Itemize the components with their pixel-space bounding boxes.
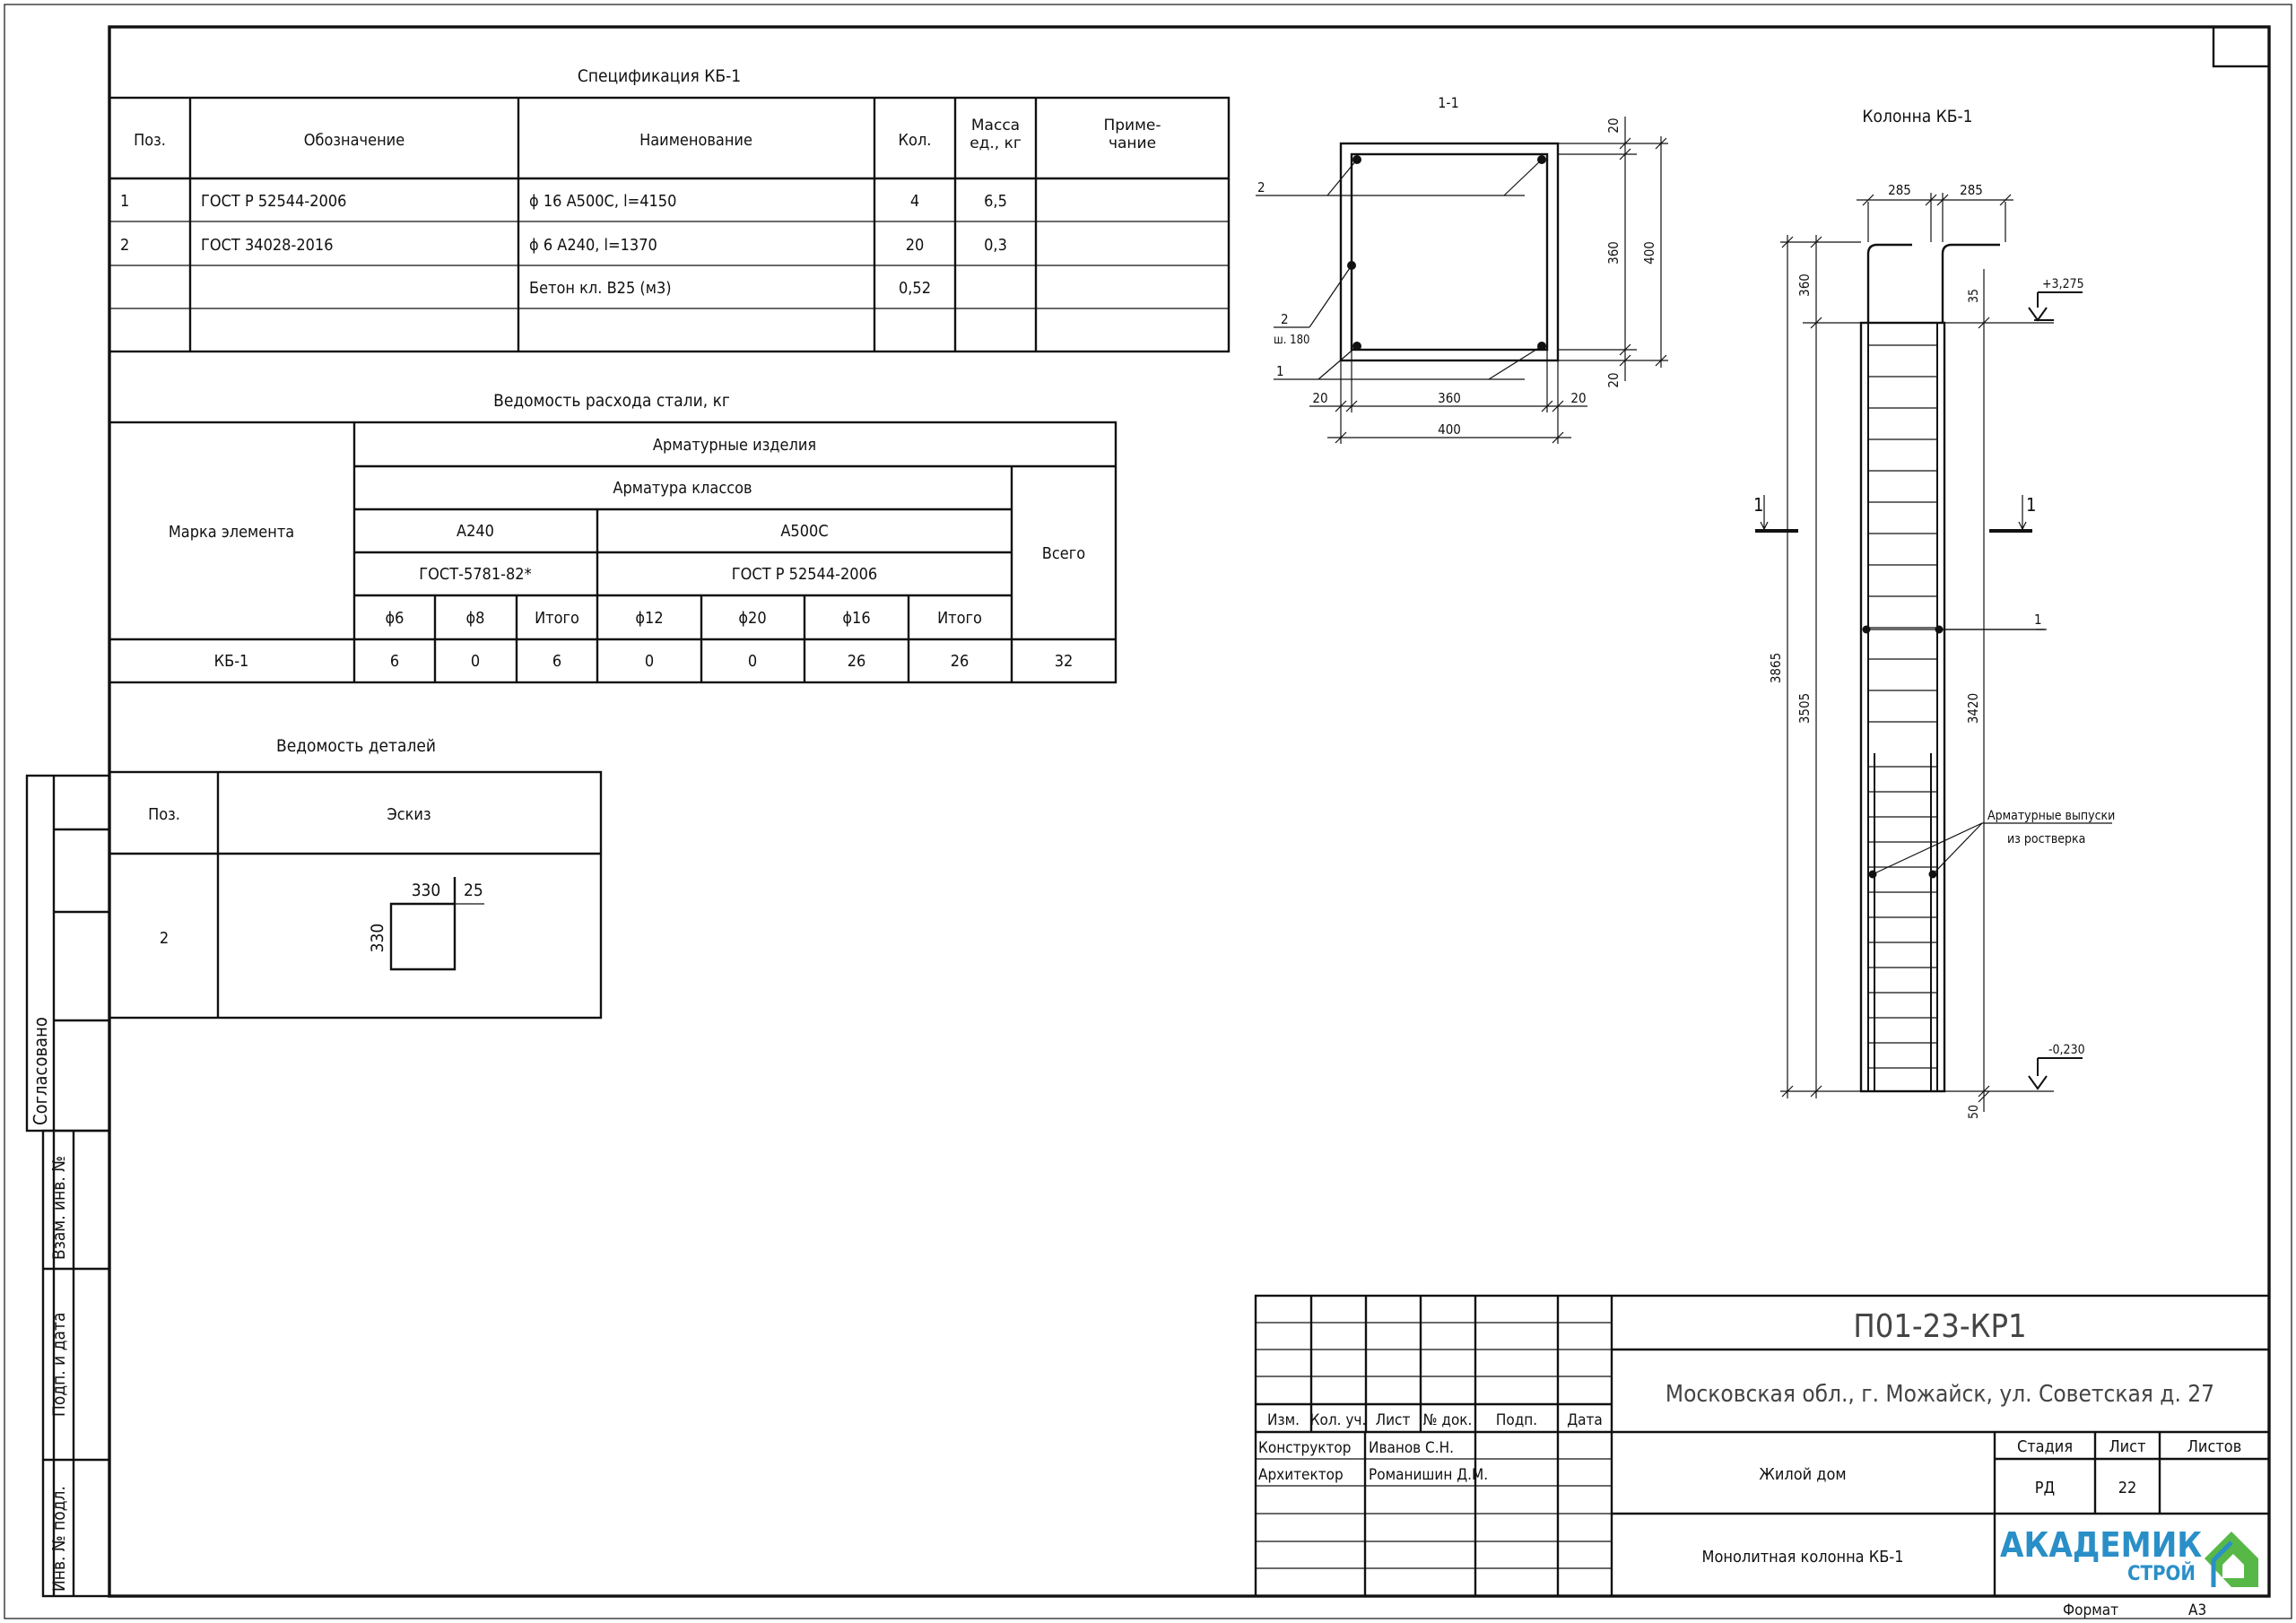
spec-r1-qty: 4 bbox=[909, 192, 920, 211]
format-label: Формат bbox=[2063, 1601, 2119, 1619]
steel-row-v7: 26 bbox=[950, 652, 970, 671]
spec-r1-name: ϕ 16 А500С, l=4150 bbox=[529, 192, 677, 211]
steel-h-class: Арматура классов bbox=[613, 479, 752, 498]
sec-callout-1: 1 bbox=[1276, 363, 1284, 379]
steel-col-3: ϕ12 bbox=[635, 609, 664, 628]
section-outline bbox=[1341, 143, 1558, 360]
stamp-col-ndoc: № док. bbox=[1422, 1411, 1473, 1429]
steel-h-gost500: ГОСТ Р 52544-2006 bbox=[731, 565, 878, 584]
steel-col-4: ϕ20 bbox=[738, 609, 767, 628]
page-border bbox=[4, 4, 2292, 1619]
spec-r3-qty: 0,52 bbox=[898, 279, 932, 298]
col-dim-h35: 35 bbox=[1967, 288, 1981, 304]
cut-mark-left: 1 bbox=[1753, 494, 1764, 516]
col-dim-h3865: 3865 bbox=[1768, 652, 1784, 684]
details-h-sketch: Эскиз bbox=[387, 805, 431, 824]
details-title: Ведомость деталей bbox=[275, 736, 437, 756]
sec-callout-2b: 2 bbox=[1281, 311, 1289, 327]
spec-r1-oboz: ГОСТ Р 52544-2006 bbox=[201, 192, 347, 211]
steel-h-a240: А240 bbox=[457, 522, 494, 541]
stamp-sheets-label: Листов bbox=[2187, 1437, 2242, 1456]
cut-mark-right: 1 bbox=[2026, 494, 2037, 516]
sec-dim-bot20: 20 bbox=[1605, 372, 1622, 388]
col-note-line2: из ростверка bbox=[2007, 832, 2086, 846]
stamp-name-2: Романишин Д.М. bbox=[1369, 1466, 1489, 1484]
spec-h-name: Наименование bbox=[639, 131, 752, 150]
details-dim-side: 330 bbox=[368, 923, 387, 953]
steel-title: Ведомость расхода стали, кг bbox=[493, 391, 730, 411]
sec-callout-2a: 2 bbox=[1257, 179, 1265, 195]
spec-h-mass: Масса ед., кг bbox=[970, 117, 1022, 152]
stamp-col-kolych: Кол. уч. bbox=[1309, 1411, 1367, 1429]
side-vzam-label: Взам. инв. № bbox=[49, 1155, 69, 1260]
steel-col-0: ϕ6 bbox=[385, 609, 404, 628]
stamp-address: Московская обл., г. Можайск, ул. Советская д. 27 bbox=[1665, 1381, 2215, 1408]
details-dim-top: 330 bbox=[411, 881, 441, 900]
sec-dim-w360: 360 bbox=[1438, 390, 1461, 406]
stamp-sheet: 22 bbox=[2118, 1479, 2137, 1497]
title-block bbox=[1256, 1296, 2269, 1619]
steel-h-group: Арматурные изделия bbox=[652, 436, 817, 455]
column-title: Колонна КБ-1 bbox=[1862, 107, 1973, 126]
steel-table bbox=[109, 391, 1116, 682]
spec-r1-mass: 6,5 bbox=[984, 192, 1007, 211]
steel-col-6: Итого bbox=[937, 609, 982, 628]
steel-h-gost240: ГОСТ-5781-82* bbox=[419, 565, 532, 584]
steel-row-v6: 26 bbox=[847, 652, 866, 671]
spec-h-pos: Поз. bbox=[134, 131, 166, 150]
sec-dim-w400: 400 bbox=[1438, 421, 1461, 438]
col-callout-1: 1 bbox=[2034, 612, 2042, 628]
sec-dim-left20: 20 bbox=[1312, 390, 1328, 406]
stamp-name-1: Иванов С.Н. bbox=[1369, 1439, 1454, 1457]
stamp-sheet-label: Лист bbox=[2109, 1437, 2146, 1456]
side-inv-label: Инв. № подл. bbox=[49, 1486, 69, 1592]
steel-row-v2: 0 bbox=[470, 652, 481, 671]
side-stamp bbox=[27, 776, 109, 1596]
steel-col-1: ϕ8 bbox=[465, 609, 485, 628]
corner-box bbox=[2213, 27, 2269, 66]
side-podp-label: Подп. и дата bbox=[49, 1312, 69, 1417]
stamp-sheet-title: Монолитная колонна КБ-1 bbox=[1701, 1548, 1904, 1567]
details-h-pos: Поз. bbox=[148, 805, 180, 824]
steel-row-v5: 0 bbox=[747, 652, 758, 671]
stamp-stage: РД bbox=[2034, 1479, 2056, 1497]
stamp-col-izm: Изм. bbox=[1267, 1411, 1300, 1429]
details-dim-hook: 25 bbox=[464, 881, 483, 900]
col-dim-w285b: 285 bbox=[1960, 182, 1983, 198]
stamp-role-1: Конструктор bbox=[1258, 1439, 1352, 1457]
side-agreed-label: Согласовано bbox=[30, 1017, 51, 1125]
col-dim-h3505: 3505 bbox=[1796, 692, 1813, 725]
steel-row-v1: 6 bbox=[389, 652, 400, 671]
spec-r2-qty: 20 bbox=[905, 236, 925, 255]
stamp-code: П01-23-КР1 bbox=[1853, 1308, 2027, 1345]
stamp-col-date: Дата bbox=[1567, 1411, 1603, 1429]
format-value: А3 bbox=[2188, 1601, 2207, 1619]
sec-callout-step: ш. 180 bbox=[1274, 334, 1310, 347]
stamp-stage-label: Стадия bbox=[2016, 1437, 2074, 1456]
steel-row-mark: КБ-1 bbox=[213, 652, 249, 671]
col-dim-h3420: 3420 bbox=[1965, 692, 1981, 725]
company-logo bbox=[2000, 1525, 2258, 1587]
spec-title: Спецификация КБ-1 bbox=[577, 66, 742, 86]
col-dim-w285a: 285 bbox=[1888, 182, 1911, 198]
spec-h-oboz: Обозначение bbox=[303, 131, 405, 150]
logo-sub-text: СТРОЙ bbox=[2127, 1563, 2196, 1585]
stamp-building: Жилой дом bbox=[1759, 1465, 1847, 1484]
column-elevation bbox=[1753, 107, 2115, 1119]
elev-top: +3,275 bbox=[2042, 277, 2084, 291]
sec-dim-h400: 400 bbox=[1641, 241, 1657, 265]
logo-main-text: АКАДЕМИК bbox=[2000, 1525, 2203, 1565]
details-pos: 2 bbox=[159, 929, 170, 948]
spec-h-note: Приме- чание bbox=[1103, 117, 1161, 152]
elev-bot: -0,230 bbox=[2048, 1043, 2085, 1057]
col-note-line1: Арматурные выпуски bbox=[1987, 809, 2116, 823]
steel-row-v4: 0 bbox=[644, 652, 655, 671]
steel-col-5: ϕ16 bbox=[842, 609, 871, 628]
section-title: 1-1 bbox=[1438, 94, 1459, 111]
stamp-col-list: Лист bbox=[1375, 1411, 1411, 1429]
steel-h-a500: А500С bbox=[780, 522, 829, 541]
stamp-role-2: Архитектор bbox=[1258, 1466, 1344, 1484]
spec-r3-name: Бетон кл. В25 (м3) bbox=[529, 279, 672, 298]
sec-dim-right20: 20 bbox=[1570, 390, 1587, 406]
spec-r2-pos: 2 bbox=[120, 236, 130, 255]
steel-h-mark: Марка элемента bbox=[168, 523, 295, 542]
spec-r1-pos: 1 bbox=[120, 192, 130, 211]
spec-r2-mass: 0,3 bbox=[984, 236, 1007, 255]
spec-table bbox=[109, 66, 1229, 352]
details-table bbox=[109, 736, 601, 1018]
sec-dim-top20: 20 bbox=[1605, 117, 1622, 134]
steel-row-total: 32 bbox=[1054, 652, 1074, 671]
stamp-col-podp: Подп. bbox=[1495, 1411, 1538, 1429]
steel-row-v3: 6 bbox=[552, 652, 562, 671]
sec-dim-h360: 360 bbox=[1605, 241, 1622, 265]
steel-h-total: Всего bbox=[1041, 544, 1086, 563]
spec-h-qty: Кол. bbox=[898, 131, 932, 150]
section-1-1 bbox=[1256, 94, 1668, 444]
spec-r2-oboz: ГОСТ 34028-2016 bbox=[201, 236, 334, 255]
steel-col-2: Итого bbox=[535, 609, 579, 628]
col-dim-h360: 360 bbox=[1796, 273, 1813, 297]
spec-r2-name: ϕ 6 А240, l=1370 bbox=[529, 236, 657, 255]
col-dim-h50: 50 bbox=[1967, 1104, 1981, 1120]
column-body bbox=[1861, 323, 1944, 1091]
